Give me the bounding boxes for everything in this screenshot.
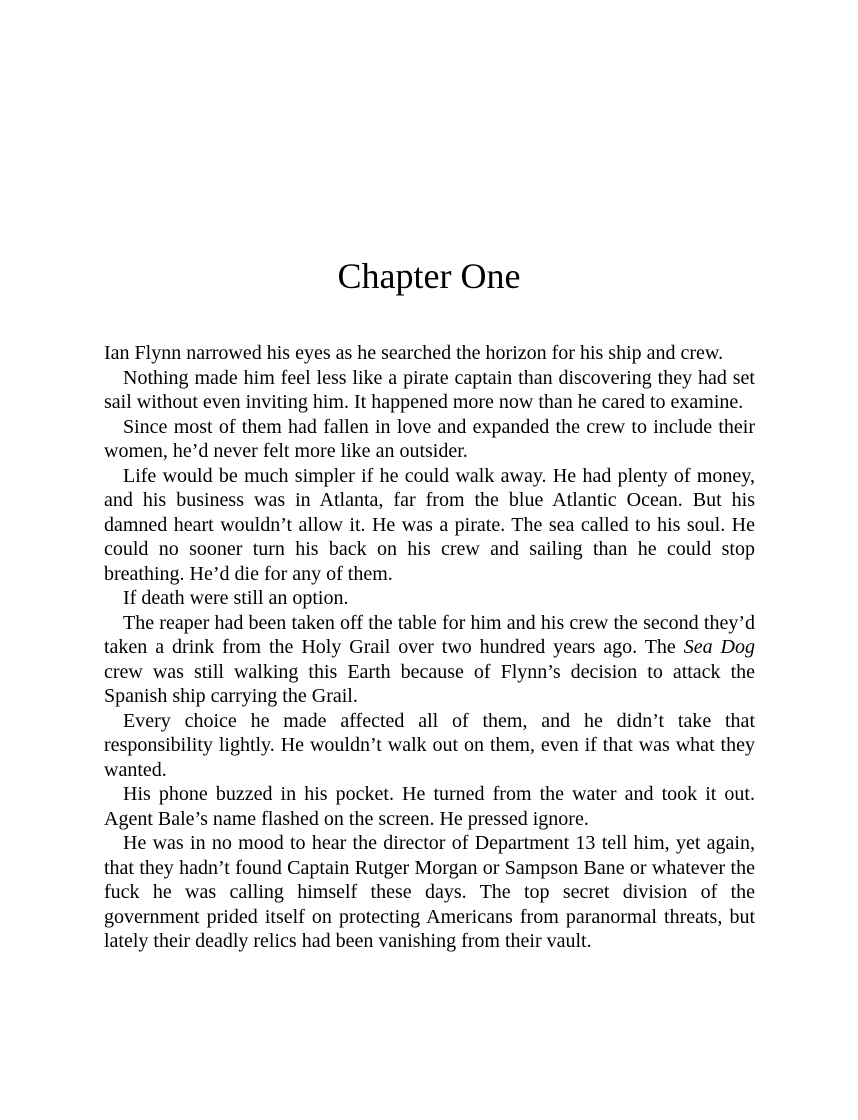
- paragraph: Every choice he made affected all of them, and he didn’t take that responsibility lightly. He wouldn’t walk out on them, even if that was what they wanted.: [104, 709, 755, 781]
- paragraph: Since most of them had fallen in love and expanded the crew to include their women, he’d never felt more like an outsider.: [104, 415, 755, 462]
- paragraph: Life would be much simpler if he could walk away. He had plenty of money, and his business was in Atlanta, far from the blue Atlantic Ocean. But his damned heart wouldn’t allow it. He was a pirate. The sea called to his soul. He could no sooner turn his back on his crew and sailing than he could stop breathing. He’d die for any of them.: [104, 464, 755, 585]
- paragraph-text: The reaper had been taken off the table for him and his crew the second they’d taken a drink from the Holy Grail over two hundred years ago. The: [104, 611, 755, 658]
- ship-name: Sea Dog: [683, 636, 755, 658]
- chapter-title: Chapter One: [337, 256, 521, 296]
- paragraph: If death were still an option.: [123, 587, 349, 609]
- chapter-body: [104, 341, 755, 954]
- paragraph: His phone buzzed in his pocket. He turned from the water and took it out. Agent Bale’s name flashed on the screen. He pressed ignore.: [104, 783, 755, 830]
- paragraph-text: crew was still walking this Earth because of Flynn’s decision to attack the Spanish ship carrying the Grail.: [104, 660, 755, 707]
- paragraph: [104, 611, 755, 709]
- paragraph: Nothing made him feel less like a pirate captain than discovering they had set sail without even inviting him. It happened more now than he cared to examine.: [104, 366, 755, 413]
- paragraph: He was in no mood to hear the director of Department 13 tell him, yet again, that they hadn’t found Captain Rutger Morgan or Sampson Bane or whatever the fuck he was calling himself these days. The top secret division of the government prided itself on protecting Americans from paranormal threats, but lately their deadly relics had been vanishing from their vault.: [104, 832, 755, 952]
- paragraph: Ian Flynn narrowed his eyes as he searched the horizon for his ship and crew.: [104, 342, 724, 364]
